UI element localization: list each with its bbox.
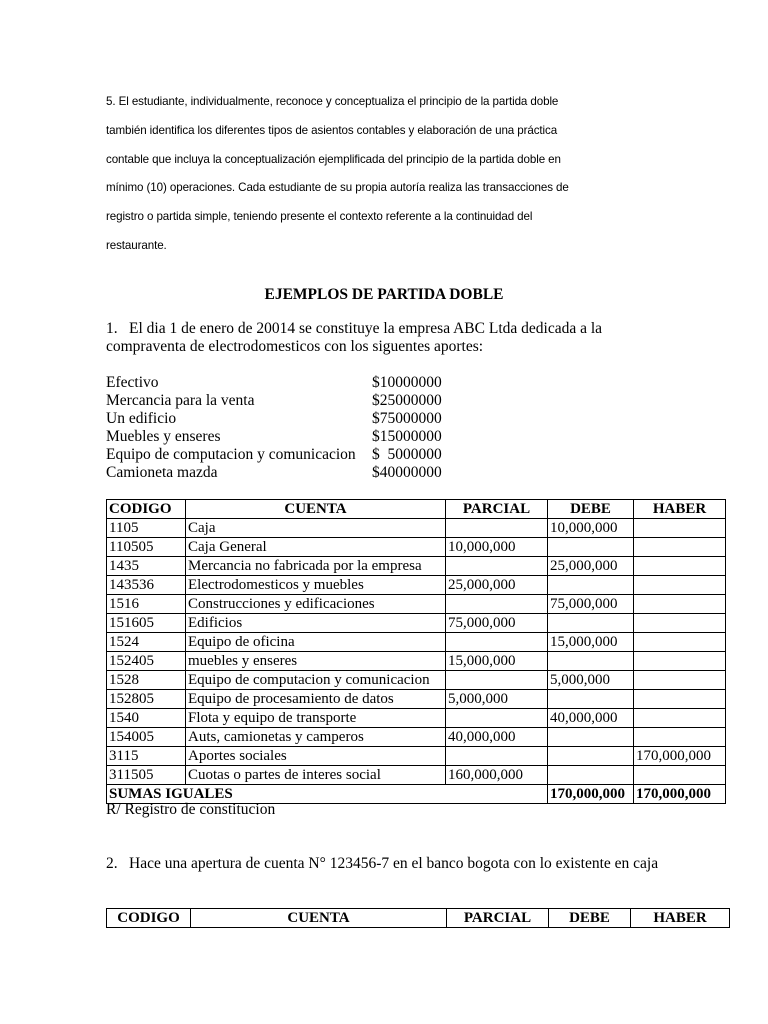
cell-parcial: 25,000,000 — [446, 576, 548, 595]
cell-parcial: 5,000,000 — [446, 690, 548, 709]
table-row — [107, 671, 726, 690]
table-row — [107, 747, 726, 766]
cell-cuenta: Caja General — [186, 538, 446, 557]
contribution-amount: $25000000 — [372, 392, 442, 409]
cell-haber — [634, 538, 726, 557]
example-line: compraventa de electrodomesticos con los siguentes aportes: — [106, 338, 484, 355]
intro-line: registro o partida simple, teniendo presente el contexto referente a la continuidad del — [106, 210, 533, 224]
cell-parcial — [446, 671, 548, 690]
intro-line: mínimo (10) operaciones. Cada estudiante de su propia autoría realiza las transacciones de — [106, 181, 569, 195]
example-number: 1. — [106, 320, 118, 337]
contribution-amount: $40000000 — [372, 464, 442, 481]
cell-codigo: 151605 — [107, 614, 186, 633]
contribution-amount: $ 5000000 — [372, 446, 442, 463]
cell-debe: 5,000,000 — [548, 671, 634, 690]
cell-haber — [634, 614, 726, 633]
cell-codigo: 110505 — [107, 538, 186, 557]
contribution-label: Muebles y enseres — [106, 428, 221, 445]
cell-haber — [634, 671, 726, 690]
cell-cuenta: Equipo de oficina — [186, 633, 446, 652]
contribution-label: Equipo de computacion y comunicacion — [106, 446, 356, 463]
cell-parcial — [446, 557, 548, 576]
contribution-label: Camioneta mazda — [106, 464, 218, 481]
totals-label: SUMAS IGUALES — [107, 785, 548, 804]
cell-codigo: 1540 — [107, 709, 186, 728]
cell-haber — [634, 557, 726, 576]
list-item — [106, 428, 442, 446]
intro-line: contable que incluya la conceptualización ejemplificada del principio de la partida doble en — [106, 152, 561, 166]
cell-cuenta: Caja — [186, 519, 446, 538]
header-debe: DEBE — [549, 909, 631, 928]
journal-table-1 — [106, 499, 726, 804]
cell-codigo: 143536 — [107, 576, 186, 595]
contribution-amount: $10000000 — [372, 374, 442, 391]
header-debe: DEBE — [548, 500, 634, 519]
table-row — [107, 538, 726, 557]
cell-parcial: 75,000,000 — [446, 614, 548, 633]
intro-line: también identifica los diferentes tipos de asientos contables y elaboración de una práctica — [106, 123, 558, 137]
cell-debe — [548, 690, 634, 709]
table-row — [107, 633, 726, 652]
table-row — [107, 766, 726, 785]
cell-haber — [634, 519, 726, 538]
cell-cuenta: Flota y equipo de transporte — [186, 709, 446, 728]
contribution-label: Un edificio — [106, 410, 177, 427]
table-row — [107, 709, 726, 728]
cell-codigo: 154005 — [107, 728, 186, 747]
cell-haber — [634, 709, 726, 728]
cell-codigo: 1105 — [107, 519, 186, 538]
cell-cuenta: Aportes sociales — [186, 747, 446, 766]
intro-line: restaurante. — [106, 238, 167, 252]
list-item — [106, 374, 442, 392]
cell-codigo: 152805 — [107, 690, 186, 709]
cell-debe: 40,000,000 — [548, 709, 634, 728]
list-item — [106, 464, 442, 482]
table-row — [107, 595, 726, 614]
header-parcial: PARCIAL — [446, 500, 548, 519]
table-row — [107, 690, 726, 709]
table-header-row — [107, 909, 730, 928]
cell-codigo: 1524 — [107, 633, 186, 652]
cell-debe — [548, 747, 634, 766]
cell-cuenta: Equipo de computacion y comunicacion — [186, 671, 446, 690]
cell-debe — [548, 576, 634, 595]
cell-haber — [634, 766, 726, 785]
table-header-row — [107, 500, 726, 519]
cell-haber — [634, 652, 726, 671]
list-item — [106, 392, 442, 410]
cell-cuenta: muebles y enseres — [186, 652, 446, 671]
example-2-text — [106, 855, 658, 873]
cell-haber — [634, 595, 726, 614]
cell-debe: 15,000,000 — [548, 633, 634, 652]
header-parcial: PARCIAL — [447, 909, 549, 928]
cell-cuenta: Construcciones y edificaciones — [186, 595, 446, 614]
contributions-list — [106, 374, 442, 482]
cell-parcial: 40,000,000 — [446, 728, 548, 747]
cell-codigo: 152405 — [107, 652, 186, 671]
cell-cuenta: Edificios — [186, 614, 446, 633]
table-row — [107, 576, 726, 595]
entry-note: R/ Registro de constitucion — [106, 801, 276, 818]
contribution-label: Mercancia para la venta — [106, 392, 255, 409]
header-haber: HABER — [631, 909, 730, 928]
cell-debe — [548, 728, 634, 747]
cell-codigo: 1528 — [107, 671, 186, 690]
table-row — [107, 728, 726, 747]
cell-haber — [634, 690, 726, 709]
header-cuenta: CUENTA — [191, 909, 447, 928]
cell-cuenta: Cuotas o partes de interes social — [186, 766, 446, 785]
cell-parcial — [446, 595, 548, 614]
list-item — [106, 446, 442, 464]
cell-cuenta: Mercancia no fabricada por la empresa — [186, 557, 446, 576]
cell-parcial: 10,000,000 — [446, 538, 548, 557]
cell-codigo: 311505 — [107, 766, 186, 785]
contribution-amount: $15000000 — [372, 428, 442, 445]
totals-haber: 170,000,000 — [634, 785, 726, 804]
cell-parcial: 15,000,000 — [446, 652, 548, 671]
cell-debe: 75,000,000 — [548, 595, 634, 614]
cell-haber — [634, 633, 726, 652]
table-row — [107, 557, 726, 576]
cell-parcial — [446, 747, 548, 766]
cell-debe — [548, 766, 634, 785]
contribution-amount: $75000000 — [372, 410, 442, 427]
cell-parcial: 160,000,000 — [446, 766, 548, 785]
cell-cuenta: Electrodomesticos y muebles — [186, 576, 446, 595]
journal-table-2 — [106, 908, 730, 928]
table-row — [107, 519, 726, 538]
cell-cuenta: Equipo de procesamiento de datos — [186, 690, 446, 709]
contribution-label: Efectivo — [106, 374, 159, 391]
cell-parcial — [446, 709, 548, 728]
list-item — [106, 410, 442, 428]
cell-debe: 10,000,000 — [548, 519, 634, 538]
example-line: El dia 1 de enero de 20014 se constituye la empresa ABC Ltda dedicada a la — [129, 320, 603, 337]
instructions-paragraph — [106, 88, 626, 261]
cell-debe — [548, 538, 634, 557]
cell-debe — [548, 652, 634, 671]
header-codigo: CODIGO — [107, 909, 191, 928]
cell-haber: 170,000,000 — [634, 747, 726, 766]
example-line: Hace una apertura de cuenta N° 123456-7 en el banco bogota con lo existente en caja — [129, 855, 659, 872]
cell-haber — [634, 576, 726, 595]
cell-debe — [548, 614, 634, 633]
header-codigo: CODIGO — [107, 500, 186, 519]
totals-debe: 170,000,000 — [548, 785, 634, 804]
table-row — [107, 614, 726, 633]
cell-cuenta: Auts, camionetas y camperos — [186, 728, 446, 747]
header-haber: HABER — [634, 500, 726, 519]
intro-line: 5. El estudiante, individualmente, reconoce y conceptualiza el principio de la partida doble — [106, 95, 559, 108]
example-number: 2. — [106, 855, 118, 872]
cell-codigo: 3115 — [107, 747, 186, 766]
example-1-text — [106, 320, 602, 356]
section-heading: EJEMPLOS DE PARTIDA DOBLE — [264, 286, 504, 303]
table-row — [107, 652, 726, 671]
cell-parcial — [446, 519, 548, 538]
cell-parcial — [446, 633, 548, 652]
header-cuenta: CUENTA — [186, 500, 446, 519]
cell-debe: 25,000,000 — [548, 557, 634, 576]
cell-codigo: 1435 — [107, 557, 186, 576]
cell-haber — [634, 728, 726, 747]
cell-codigo: 1516 — [107, 595, 186, 614]
